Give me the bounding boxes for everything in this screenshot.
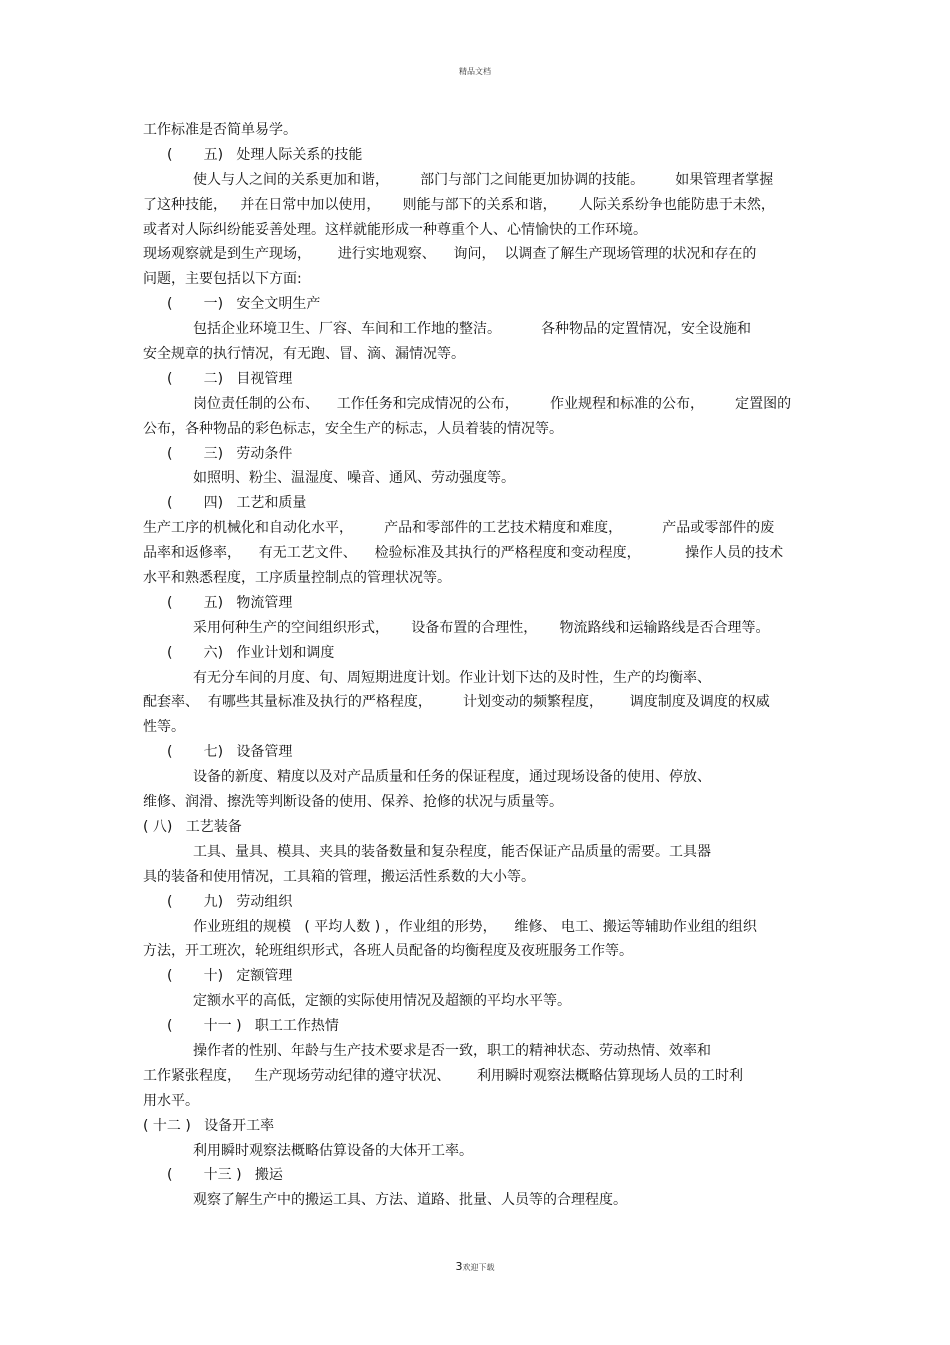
text-line: 定额水平的高低，定额的实际使用情况及超额的平均水平等。	[193, 993, 571, 1010]
text-line: 岗位责任制的公布、 工作任务和完成情况的公布， 作业规程和标准的公布， 定置图的	[193, 395, 792, 412]
text-line: 品率和返修率， 有无工艺文件、 检验标准及其执行的严格程度和变动程度， 操作人员的技术	[143, 545, 784, 562]
text-line: ( 四) 工艺和质量	[167, 495, 307, 512]
text-line: ( 十二 ) 设备开工率	[143, 1117, 275, 1134]
text-line: 用水平。	[143, 1092, 199, 1109]
text-line: 有无分车间的月度、旬、周短期进度计划。作业计划下达的及时性，生产的均衡率、	[193, 669, 711, 686]
text-line: 或者对人际纠纷能妥善处理。这样就能形成一种尊重个人、心情愉快的工作环境。	[143, 221, 647, 238]
text-line: 利用瞬时观察法概略估算设备的大体开工率。	[193, 1142, 473, 1159]
text-line: 如照明、粉尘、温湿度、噪音、通风、劳动强度等。	[193, 470, 515, 487]
text-line: ( 二) 目视管理	[167, 370, 293, 387]
text-line: ( 三) 劳动条件	[167, 445, 293, 462]
text-line: 配套率、 有哪些其量标准及执行的严格程度， 计划变动的频繁程度， 调度制度及调度的权威	[143, 694, 770, 711]
text-line: ( 八) 工艺装备	[143, 818, 242, 835]
text-line: ( 六) 作业计划和调度	[167, 644, 335, 661]
text-line: ( 一) 安全文明生产	[167, 296, 321, 313]
text-line: 使人与人之间的关系更加和谐， 部门与部门之间能更加协调的技能。 如果管理者掌握	[193, 171, 774, 188]
text-line: 生产工序的机械化和自动化水平， 产品和零部件的工艺技术精度和难度， 产品或零部件的废	[143, 520, 775, 537]
footer-text: 欢迎下载	[462, 1263, 495, 1272]
text-line: 包括企业环境卫生、厂容、车间和工作地的整洁。 各种物品的定置情况，安全设施和	[193, 321, 752, 338]
text-line: ( 十) 定额管理	[167, 968, 293, 985]
text-line: 安全规章的执行情况，有无跑、冒、滴、漏情况等。	[143, 346, 465, 363]
text-line: 操作者的性别、年龄与生产技术要求是否一致，职工的精神状态、劳动热情、效率和	[193, 1042, 711, 1059]
text-line: ( 五) 物流管理	[167, 594, 293, 611]
text-line: 具的装备和使用情况，工具箱的管理，搬运活性系数的大小等。	[143, 868, 535, 885]
text-line: 观察了解生产中的搬运工具、方法、道路、批量、人员等的合理程度。	[193, 1192, 627, 1209]
text-line: ( 九) 劳动组织	[167, 893, 293, 910]
text-line: 方法，开工班次，轮班组织形式，各班人员配备的均衡程度及夜班服务工作等。	[143, 943, 633, 960]
text-line: 作业班组的规模 ( 平均人数 ) ，作业组的形势， 维修、 电工、搬运等辅助作业组的组织	[193, 918, 757, 935]
text-line: 工具、量具、模具、夹具的装备数量和复杂程度，能否保证产品质量的需要。工具器	[193, 843, 711, 860]
text-line: 了这种技能， 并在日常中加以使用， 则能与部下的关系和谐， 人际关系纷争也能防患于未然，	[143, 196, 775, 213]
text-line: ( 五) 处理人际关系的技能	[167, 146, 363, 163]
text-line: ( 十三 ) 搬运	[167, 1167, 283, 1184]
text-line: 工作标准是否简单易学。	[143, 122, 297, 138]
text-line: 采用何种生产的空间组织形式， 设备布置的合理性， 物流路线和运输路线是否合理等。	[193, 619, 770, 636]
page-number: 3	[455, 1260, 463, 1273]
text-line: 水平和熟悉程度，工序质量控制点的管理状况等。	[143, 570, 451, 587]
text-line: 设备的新度、精度以及对产品质量和任务的保证程度，通过现场设备的使用、停放、	[193, 769, 711, 786]
text-line: 公布，各种物品的彩色标志，安全生产的标志，人员着装的情况等。	[143, 420, 563, 437]
page-header: 精品文档	[459, 67, 491, 76]
document-body	[143, 118, 808, 1213]
text-line: ( 七) 设备管理	[167, 744, 293, 761]
text-line: 问题，主要包括以下方面:	[143, 271, 302, 288]
text-line: 工作紧张程度， 生产现场劳动纪律的遵守状况、 利用瞬时观察法概略估算现场人员的工时利	[143, 1067, 744, 1084]
text-line: 现场观察就是到生产现场， 进行实地观察、 询问， 以调查了解生产现场管理的状况和存在的	[143, 246, 757, 263]
page-footer	[0, 1260, 950, 1273]
text-line: 维修、润滑、擦洗等判断设备的使用、保养、抢修的状况与质量等。	[143, 794, 563, 811]
text-line: ( 十一 ) 职工工作热情	[167, 1018, 339, 1035]
text-line: 性等。	[143, 719, 185, 736]
